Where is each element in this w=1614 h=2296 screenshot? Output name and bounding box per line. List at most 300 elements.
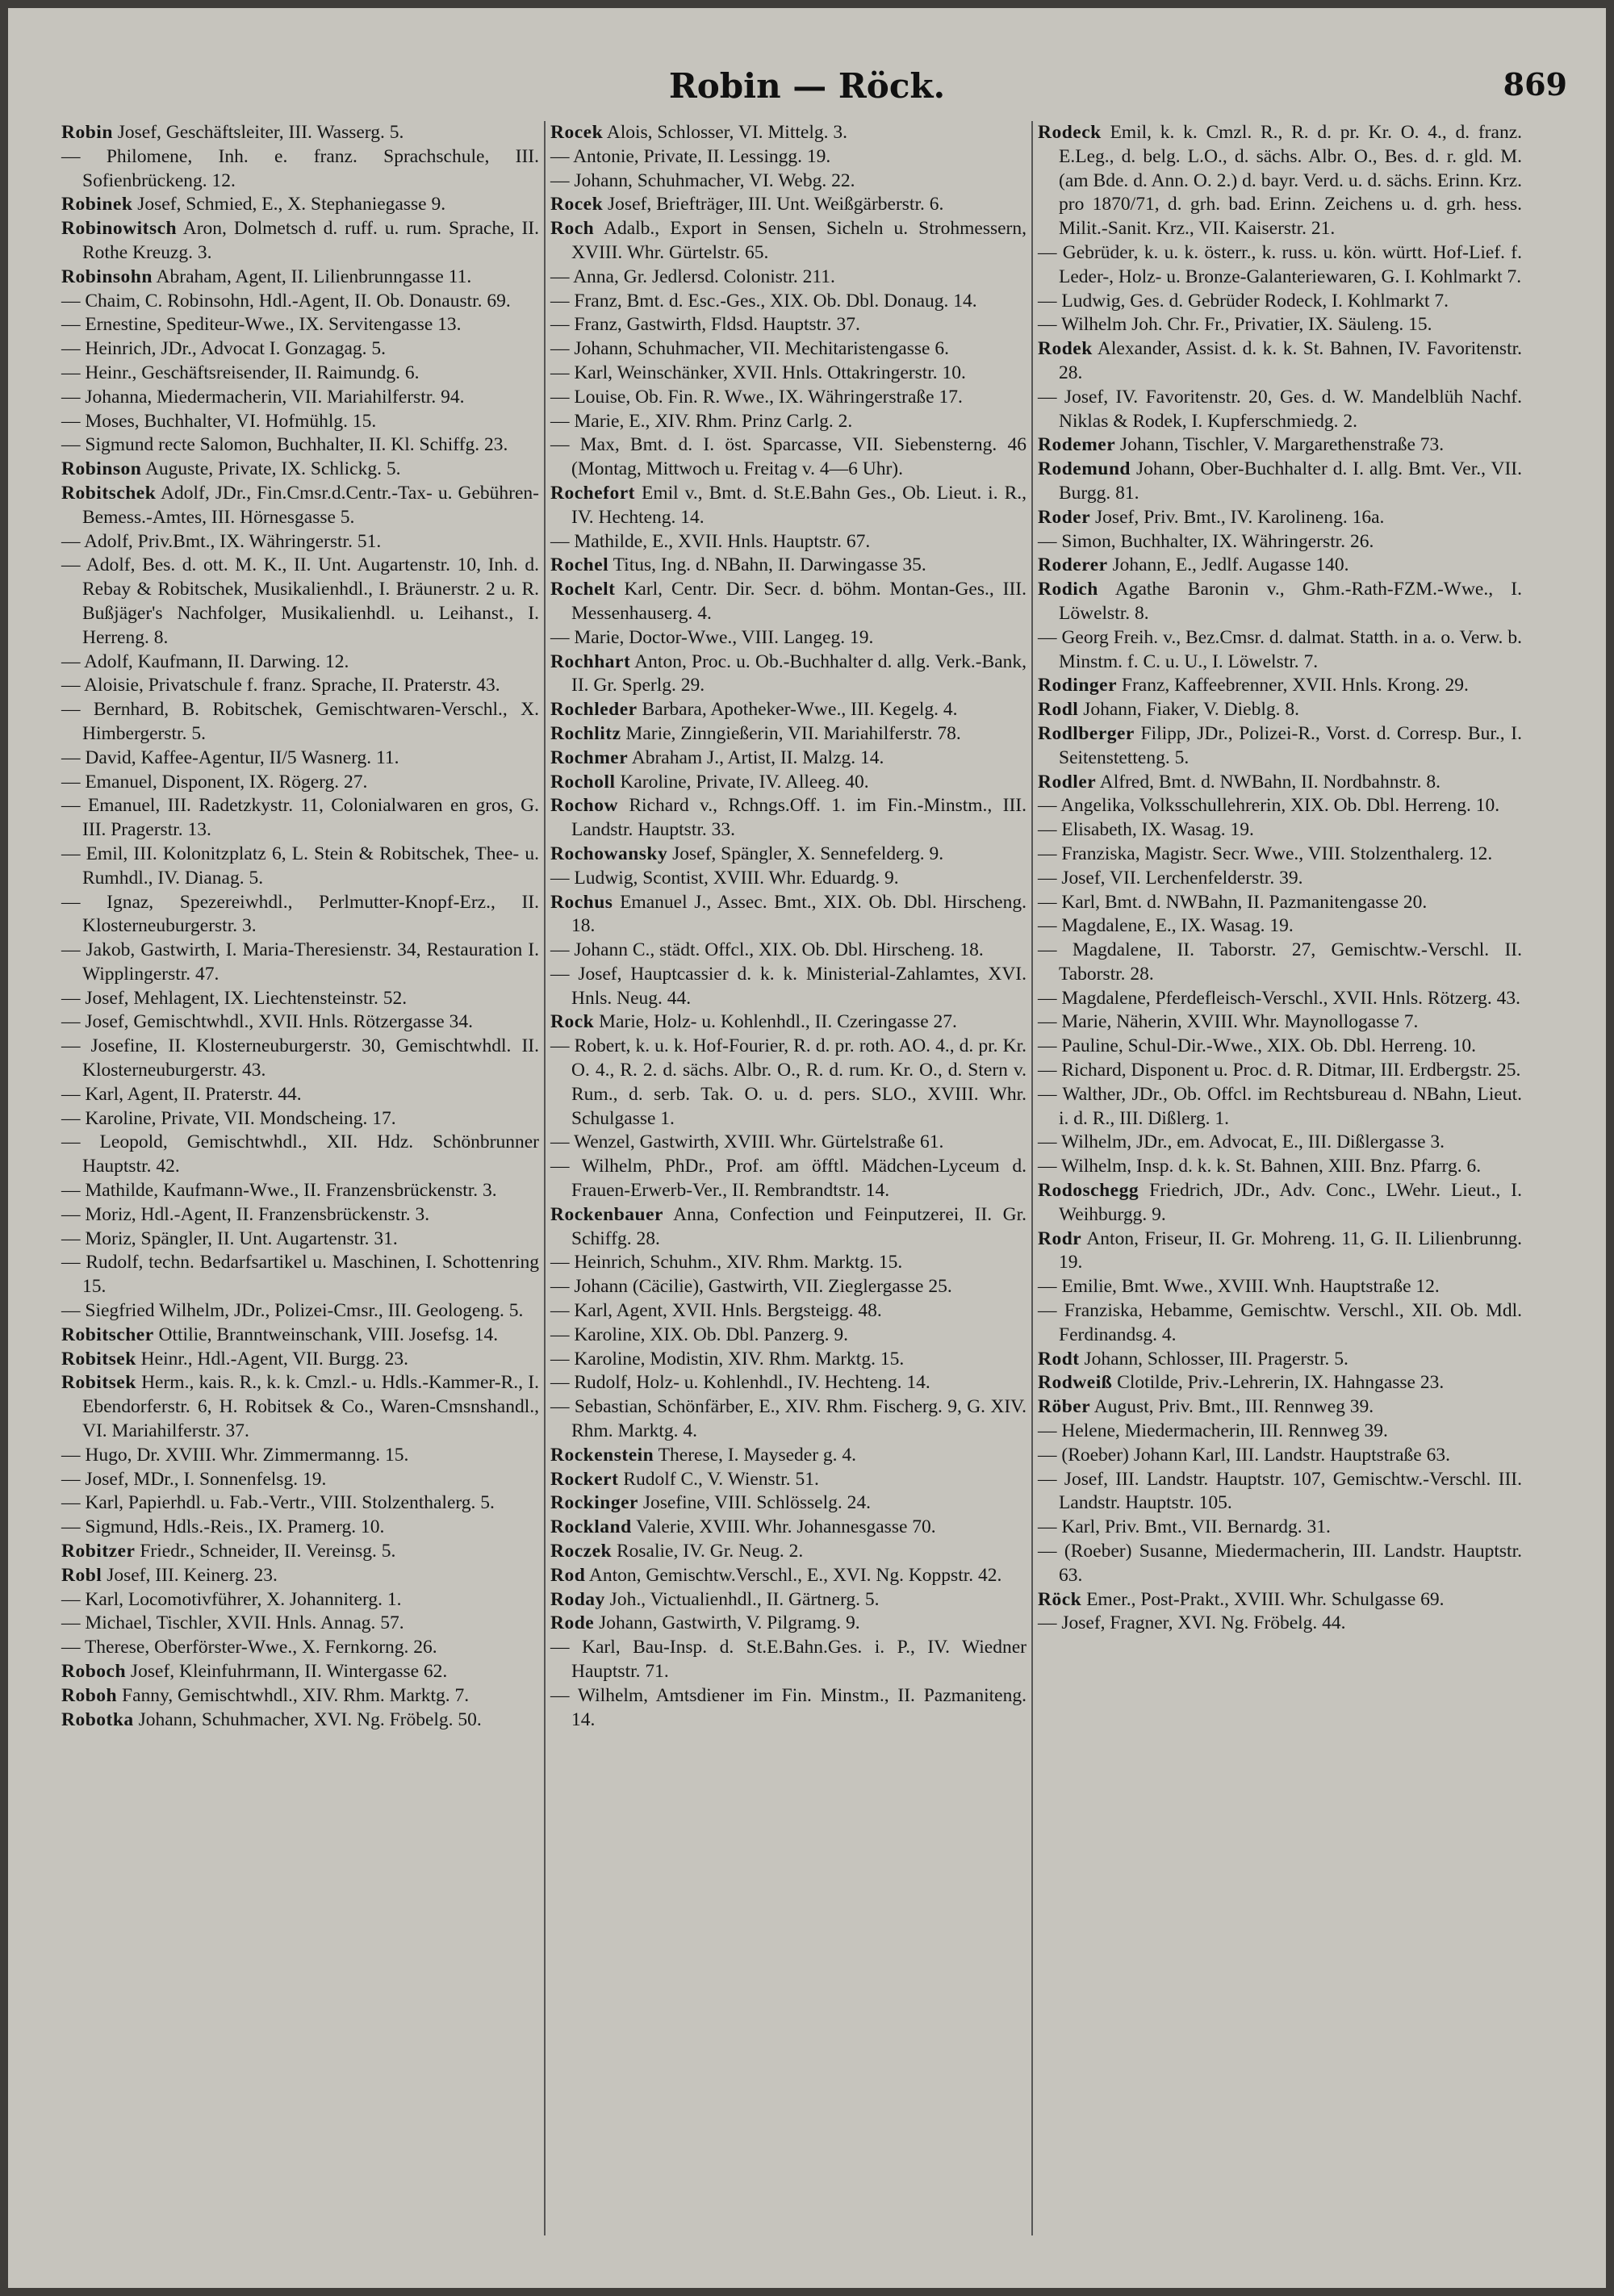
entry-surname: Rodinger: [1038, 675, 1117, 696]
entry-text: Josef, Kleinfuhrmann, II. Wintergasse 62.: [126, 1661, 448, 1682]
directory-entry: [1038, 1179, 1522, 1227]
directory-entry: [1038, 1275, 1522, 1299]
directory-entry: [1038, 1131, 1522, 1155]
entry-surname: Roczek: [550, 1541, 613, 1562]
entry-text: — Wilhelm Joh. Chr. Fr., Privatier, IX. Säuleng. 15.: [1038, 314, 1432, 336]
entry-text: — Moses, Buchhalter, VI. Hofmühlg. 15.: [61, 410, 377, 432]
entry-text: — Emanuel, III. Radetzkystr. 11, Colonialwaren en gros, G. III. Pragerstr. 13.: [61, 795, 539, 841]
entry-surname: Rochhart: [550, 650, 631, 672]
entry-text: — Emanuel, Disponent, IX. Rögerg. 27.: [61, 771, 368, 793]
directory-entry: [550, 386, 1027, 410]
directory-entry: [61, 1324, 539, 1348]
directory-entry: [550, 1491, 1027, 1516]
entry-surname: Roday: [550, 1588, 605, 1610]
directory-entry: [61, 1588, 539, 1612]
entry-text: — Adolf, Bes. d. ott. M. K., II. Unt. Augartenstr. 10, Inh. d. Rebay & Robitschek, Musikalienhdl., I. Bräunerstr. 2 u. R. Bußjäger's Nachfolger, Musikalienhdl. u. Leihanst., I. Herreng. 8.: [61, 554, 539, 648]
entry-text: — Mathilde, E., XVII. Hnls. Hauptstr. 67.: [550, 530, 871, 552]
entry-text: — Sigmund recte Salomon, Buchhalter, II. Kl. Schiffg. 23.: [61, 434, 508, 456]
directory-entry: [1038, 914, 1522, 939]
directory-entry: [61, 891, 539, 939]
directory-entry: [550, 1636, 1027, 1684]
directory-entry: [61, 217, 539, 266]
entry-text: Therese, I. Mayseder g. 4.: [654, 1444, 857, 1466]
directory-entry: [1038, 794, 1522, 818]
directory-entry: [1038, 1083, 1522, 1131]
directory-entry: [550, 747, 1027, 771]
entry-text: — Simon, Buchhalter, IX. Währingerstr. 26.: [1038, 530, 1374, 552]
entry-text: — Anna, Gr. Jedlersd. Colonistr. 211.: [550, 266, 835, 287]
entry-text: Valerie, XVIII. Whr. Johannesgasse 70.: [631, 1516, 936, 1538]
entry-text: — Max, Bmt. d. I. öst. Sparcasse, VII. Siebensterng. 46 (Montag, Mittwoch u. Freitag v. 4—6 Uhr).: [550, 434, 1027, 480]
directory-entry: [61, 1491, 539, 1516]
entry-surname: Rochefort: [550, 482, 635, 504]
entry-text: — Sebastian, Schönfärber, E., XIV. Rhm. Fischerg. 9, G. XIV. Rhm. Marktg. 4.: [550, 1396, 1027, 1442]
entry-text: — Johann, Schuhmacher, VI. Webg. 22.: [550, 169, 855, 191]
entry-text: — Magdalene, II. Taborstr. 27, Gemischtw.-Verschl. II. Taborstr. 28.: [1038, 939, 1522, 985]
directory-entry: [550, 554, 1027, 578]
entry-text: — Josefine, II. Klosterneuburgerstr. 30, Gemischtwhdl. II. Klosterneuburgerstr. 43.: [61, 1035, 539, 1081]
directory-entry: [61, 313, 539, 337]
directory-entry: [550, 290, 1027, 314]
directory-entry: [61, 1444, 539, 1468]
entry-text: — Marie, Näherin, XVIII. Whr. Maynollogasse 7.: [1038, 1011, 1419, 1033]
directory-entry: [550, 362, 1027, 386]
entry-text: — Ludwig, Scontist, XVIII. Whr. Eduardg. 9.: [550, 867, 899, 889]
entry-text: — Wilhelm, JDr., em. Advocat, E., III. Dißlergasse 3.: [1038, 1131, 1445, 1153]
directory-entry: [61, 1468, 539, 1492]
entry-text: — Rudolf, techn. Bedarfsartikel u. Maschinen, I. Schottenring 15.: [61, 1252, 539, 1298]
directory-entry: [61, 1564, 539, 1588]
directory-entry: [61, 1131, 539, 1179]
entry-text: — Karl, Weinschänker, XVII. Hnls. Ottakringerstr. 10.: [550, 362, 966, 383]
directory-entry: [550, 650, 1027, 699]
entry-text: — Adolf, Kaufmann, II. Darwing. 12.: [61, 650, 349, 672]
entry-text: — Josef, Hauptcassier d. k. k. Ministerial-Zahlamtes, XVI. Hnls. Neug. 44.: [550, 963, 1027, 1009]
directory-entry: [1038, 578, 1522, 626]
entry-surname: Robotka: [61, 1708, 134, 1730]
entry-text: Aron, Dolmetsch d. ruff. u. rum. Sprache, II. Rothe Kreuzg. 3.: [82, 218, 539, 263]
entry-text: Alexander, Assist. d. k. k. St. Bahnen, IV. Favoritenstr. 28.: [1059, 338, 1522, 383]
entry-text: — Antonie, Private, II. Lessingg. 19.: [550, 145, 831, 167]
entry-surname: Rochowansky: [550, 843, 668, 864]
entry-text: — Moriz, Hdl.-Agent, II. Franzensbrückenstr. 3.: [61, 1203, 430, 1225]
entry-text: — Ignaz, Spezereiwhdl., Perlmutter-Knopf-Erz., II. Klosterneuburgerstr. 3.: [61, 891, 539, 937]
entry-text: Auguste, Private, IX. Schlickg. 5.: [141, 458, 401, 480]
entry-text: — Adolf, Priv.Bmt., IX. Währingerstr. 51.: [61, 530, 382, 552]
directory-entry: [550, 1203, 1027, 1252]
entry-surname: Rocholl: [550, 771, 616, 793]
entry-text: Johann, Schuhmacher, XVI. Ng. Fröbelg. 50.: [133, 1708, 482, 1730]
entry-text: — Pauline, Schul-Dir.-Wwe., XIX. Ob. Dbl. Herreng. 10.: [1038, 1035, 1477, 1057]
entry-text: Filipp, JDr., Polizei-R., Vorst. d. Corresp. Bur., I. Seitenstetteng. 5.: [1059, 722, 1522, 768]
directory-entry: [61, 482, 539, 530]
directory-entry: [61, 193, 539, 217]
directory-entry: [1038, 506, 1522, 530]
directory-entry: [1038, 458, 1522, 506]
directory-entry: [61, 266, 539, 290]
entry-text: — Rudolf, Holz- u. Kohlenhdl., IV. Hechteng. 14.: [550, 1372, 930, 1394]
entry-text: — Emil, III. Kolonitzplatz 6, L. Stein & Robitschek, Thee- u. Rumhdl., IV. Dianag. 5.: [61, 843, 539, 889]
entry-text: — Josef, Mehlagent, IX. Liechtensteinstr. 52.: [61, 987, 408, 1009]
directory-entry: [1038, 722, 1522, 771]
entry-text: Karl, Centr. Dir. Secr. d. böhm. Montan-Ges., III. Messenhauserg. 4.: [571, 579, 1027, 624]
directory-entry: [550, 1155, 1027, 1203]
entry-text: — Marie, Doctor-Wwe., VIII. Langeg. 19.: [550, 626, 874, 648]
directory-entry: [550, 794, 1027, 843]
entry-text: Anton, Proc. u. Ob.-Buchhalter d. allg. Verk.-Bank, II. Gr. Sperlg. 29.: [571, 650, 1027, 696]
entry-text: — Emilie, Bmt. Wwe., XVIII. Wnh. Hauptstraße 12.: [1038, 1276, 1440, 1298]
directory-page: [8, 8, 1606, 2288]
directory-entry: [61, 410, 539, 434]
entry-text: — Sigmund, Hdls.-Reis., IX. Pramerg. 10.: [61, 1516, 385, 1538]
entry-text: — (Roeber) Susanne, Miedermacherin, III. Landstr. Hauptstr. 63.: [1038, 1541, 1522, 1586]
directory-entry: [550, 1395, 1027, 1444]
directory-entry: [550, 169, 1027, 194]
entry-text: — Siegfried Wilhelm, JDr., Polizei-Cmsr., III. Geologeng. 5.: [61, 1300, 524, 1322]
entry-text: Ottilie, Branntweinschank, VIII. Josefsg. 14.: [153, 1324, 499, 1345]
entry-text: — Elisabeth, IX. Wasag. 19.: [1038, 819, 1254, 841]
directory-entry: [1038, 1371, 1522, 1395]
directory-entry: [61, 1540, 539, 1564]
entry-text: Barbara, Apotheker-Wwe., III. Kegelg. 4.: [637, 699, 958, 721]
entry-text: Marie, Holz- u. Kohlenhdl., II. Czeringasse 27.: [594, 1011, 957, 1033]
directory-entry: [1038, 121, 1522, 241]
directory-column-3: [1038, 121, 1522, 1636]
directory-entry: [550, 843, 1027, 867]
directory-entry: [61, 1010, 539, 1035]
entry-surname: Rodek: [1038, 338, 1093, 360]
directory-entry: [550, 1010, 1027, 1035]
directory-entry: [550, 771, 1027, 795]
directory-entry: [550, 1299, 1027, 1324]
directory-entry: [61, 145, 539, 194]
entry-text: — Walther, JDr., Ob. Offcl. im Rechtsbureau d. NBahn, Lieut. i. d. R., III. Dißlerg. 1.: [1038, 1083, 1522, 1129]
directory-entry: [61, 337, 539, 362]
entry-text: Franz, Kaffeebrenner, XVII. Hnls. Krong. 29.: [1117, 675, 1469, 696]
entry-text: — Gebrüder, k. u. k. österr., k. russ. u. kön. württ. Hof-Lief. f. Leder-, Holz- u. Bronze-Galanteriewaren, G. I. Kohlmarkt 7.: [1038, 241, 1522, 287]
entry-text: Joh., Victualienhdl., II. Gärtnerg. 5.: [604, 1588, 880, 1610]
entry-text: August, Priv. Bmt., III. Rennweg 39.: [1090, 1396, 1374, 1418]
directory-entry: [550, 217, 1027, 266]
directory-entry: [550, 1251, 1027, 1275]
column-divider: [544, 121, 546, 2235]
entry-text: Josef, Briefträger, III. Unt. Weißgärberstr. 6.: [603, 194, 944, 215]
entry-surname: Rock: [550, 1011, 595, 1033]
entry-text: — Helene, Miedermacherin, III. Rennweg 39.: [1038, 1420, 1388, 1442]
entry-text: — Karoline, Private, VII. Mondscheing. 17.: [61, 1107, 396, 1129]
entry-surname: Roboch: [61, 1661, 127, 1682]
entry-text: — Karl, Papierhdl. u. Fab.-Vertr., VIII. Stolzenthalerg. 5.: [61, 1492, 495, 1514]
entry-text: — David, Kaffee-Agentur, II/5 Wasnerg. 11.: [61, 747, 399, 768]
entry-text: — Karl, Locomotivführer, X. Johanniterg. 1.: [61, 1588, 402, 1610]
directory-entry: [550, 1348, 1027, 1372]
directory-entry: [1038, 530, 1522, 554]
directory-entry: [550, 482, 1027, 530]
entry-surname: Rockland: [550, 1516, 632, 1538]
entry-surname: Robinek: [61, 194, 133, 215]
entry-text: Johann, Tischler, V. Margarethenstraße 73.: [1115, 434, 1445, 456]
entry-surname: Rodt: [1038, 1348, 1080, 1370]
directory-entry: [61, 747, 539, 771]
directory-entry: [1038, 1468, 1522, 1516]
entry-text: — Magdalene, E., IX. Wasag. 19.: [1038, 915, 1294, 937]
entry-text: Josef, III. Keinerg. 23.: [102, 1564, 278, 1586]
directory-entry: [1038, 1540, 1522, 1588]
entry-surname: Rodoschegg: [1038, 1180, 1139, 1202]
entry-text: — Karl, Agent, XVII. Hnls. Bergsteigg. 48.: [550, 1300, 882, 1322]
directory-entry: [1038, 1227, 1522, 1276]
entry-text: — Heinrich, JDr., Advocat I. Gonzagag. 5.: [61, 338, 387, 360]
directory-entry: [550, 1540, 1027, 1564]
entry-text: — Josef, MDr., I. Sonnenfelsg. 19.: [61, 1468, 327, 1490]
directory-entry: [61, 362, 539, 386]
directory-entry: [550, 1468, 1027, 1492]
directory-entry: [61, 698, 539, 747]
directory-entry: [61, 843, 539, 891]
directory-entry: [1038, 433, 1522, 458]
entry-text: — Ludwig, Ges. d. Gebrüder Rodeck, I. Kohlmarkt 7.: [1038, 290, 1449, 312]
entry-text: — Johann, Schuhmacher, VII. Mechitaristengasse 6.: [550, 338, 949, 360]
directory-entry: [550, 1131, 1027, 1155]
entry-text: — Heinr., Geschäftsreisender, II. Raimundg. 6.: [61, 362, 420, 383]
directory-entry: [61, 939, 539, 987]
entry-surname: Rodeck: [1038, 122, 1102, 143]
directory-entry: [1038, 1299, 1522, 1348]
entry-text: — Heinrich, Schuhm., XIV. Rhm. Marktg. 15.: [550, 1252, 903, 1273]
directory-entry: [550, 1588, 1027, 1612]
entry-text: — Franziska, Magistr. Secr. Wwe., VIII. Stolzenthalerg. 12.: [1038, 843, 1493, 864]
entry-surname: Roboh: [61, 1684, 118, 1706]
directory-entry: [550, 891, 1027, 939]
entry-text: Fanny, Gemischtwhdl., XIV. Rhm. Marktg. 7.: [117, 1684, 470, 1706]
directory-entry: [550, 121, 1027, 145]
entry-surname: Roder: [1038, 506, 1091, 528]
entry-text: Josef, Schmied, E., X. Stephaniegasse 9.: [132, 194, 446, 215]
directory-entry: [1038, 1155, 1522, 1179]
entry-surname: Rochow: [550, 795, 618, 817]
directory-entry: [61, 1516, 539, 1540]
directory-entry: [61, 987, 539, 1011]
directory-entry: [61, 458, 539, 482]
entry-text: Agathe Baronin v., Ghm.-Rath-FZM.-Wwe., I. Löwelstr. 8.: [1059, 579, 1522, 624]
directory-entry: [550, 963, 1027, 1011]
entry-text: — Josef, IV. Favoritenstr. 20, Ges. d. W. Mandelblüh Nachf. Niklas & Rodek, I. Kupferschmiedg. 2.: [1038, 386, 1522, 432]
entry-surname: Rocek: [550, 194, 604, 215]
entry-text: Abraham, Agent, II. Lilienbrunngasse 11.: [152, 266, 472, 287]
entry-text: — Wenzel, Gastwirth, XVIII. Whr. Gürtelstraße 61.: [550, 1131, 944, 1153]
directory-entry: [61, 554, 539, 650]
entry-surname: Rodl: [1038, 699, 1079, 721]
entry-surname: Rochleder: [550, 699, 638, 721]
entry-text: Josefine, VIII. Schlösselg. 24.: [638, 1492, 871, 1514]
entry-text: — Karl, Priv. Bmt., VII. Bernardg. 31.: [1038, 1516, 1331, 1538]
directory-entry: [1038, 843, 1522, 867]
entry-surname: Röber: [1038, 1396, 1091, 1418]
entry-text: Richard v., Rchngs.Off. 1. im Fin.-Minstm., III. Landstr. Hauptstr. 33.: [571, 795, 1027, 841]
directory-entry: [1038, 386, 1522, 434]
directory-entry: [1038, 313, 1522, 337]
directory-entry: [61, 771, 539, 795]
directory-entry: [1038, 290, 1522, 314]
entry-text: Emil v., Bmt. d. St.E.Bahn Ges., Ob. Lieut. i. R., IV. Hechteng. 14.: [571, 482, 1027, 528]
entry-text: Anton, Friseur, II. Gr. Mohreng. 11, G. II. Lilienbrunng. 19.: [1059, 1227, 1522, 1273]
entry-text: — Wilhelm, Insp. d. k. k. St. Bahnen, XIII. Bnz. Pfarrg. 6.: [1038, 1156, 1482, 1177]
directory-entry: [61, 1371, 539, 1443]
directory-entry: [1038, 1516, 1522, 1540]
entry-surname: Rockenstein: [550, 1444, 654, 1466]
entry-text: — Karl, Bau-Insp. d. St.E.Bahn.Ges. i. P., IV. Wiedner Hauptstr. 71.: [550, 1637, 1027, 1682]
directory-entry: [1038, 1059, 1522, 1083]
entry-surname: Roderer: [1038, 554, 1108, 576]
entry-text: — Georg Freih. v., Bez.Cmsr. d. dalmat. Statth. in a. o. Verw. b. Minstm. f. C. u. U., I. Löwelstr. 7.: [1038, 626, 1522, 672]
directory-entry: [61, 1251, 539, 1299]
entry-text: Emanuel J., Assec. Bmt., XIX. Ob. Dbl. Hirscheng. 18.: [571, 891, 1027, 937]
directory-entry: [1038, 1035, 1522, 1059]
entry-text: Friedrich, JDr., Adv. Conc., LWehr. Lieut., I. Weihburgg. 9.: [1059, 1180, 1522, 1225]
entry-text: Johann, Gastwirth, V. Pilgramg. 9.: [594, 1612, 860, 1634]
entry-text: — Karl, Bmt. d. NWBahn, II. Pazmanitengasse 20.: [1038, 891, 1428, 913]
entry-text: Johann, Fiaker, V. Dieblg. 8.: [1078, 699, 1299, 721]
directory-entry: [550, 867, 1027, 891]
directory-entry: [550, 313, 1027, 337]
entry-text: — Josef, Gemischtwhdl., XVII. Hnls. Rötzergasse 34.: [61, 1011, 473, 1033]
directory-entry: [550, 939, 1027, 963]
entry-surname: Röck: [1038, 1588, 1082, 1610]
directory-entry: [1038, 939, 1522, 987]
entry-text: — Robert, k. u. k. Hof-Fourier, R. d. pr. roth. AO. 4., d. pr. Kr. O. 4., R. 2. d. sächs. Albr. O., R. d. rum. Kr. O., d. Stern v. Rum., d. serb. Tak. O. u. d. pers. SLO., XVIII. Whr. Schulgasse 1.: [550, 1035, 1027, 1129]
directory-entry: [1038, 1010, 1522, 1035]
entry-text: — Marie, E., XIV. Rhm. Prinz Carlg. 2.: [550, 410, 853, 432]
entry-surname: Rochelt: [550, 579, 616, 600]
entry-surname: Rodlberger: [1038, 722, 1135, 744]
directory-entry: [550, 530, 1027, 554]
directory-entry: [61, 650, 539, 675]
directory-entry: [61, 794, 539, 843]
directory-entry: [61, 386, 539, 410]
directory-entry: [550, 1035, 1027, 1131]
entry-surname: Rockenbauer: [550, 1203, 663, 1225]
directory-entry: [550, 1444, 1027, 1468]
directory-entry: [61, 1660, 539, 1684]
directory-entry: [61, 1227, 539, 1252]
directory-entry: [550, 1324, 1027, 1348]
directory-entry: [550, 722, 1027, 747]
directory-entry: [1038, 867, 1522, 891]
directory-entry: [61, 121, 539, 145]
directory-entry: [550, 1612, 1027, 1636]
entry-text: — Magdalene, Pferdefleisch-Verschl., XVII. Hnls. Rötzerg. 43.: [1038, 987, 1520, 1009]
entry-surname: Rodich: [1038, 579, 1098, 600]
entry-text: Titus, Ing. d. NBahn, II. Darwingasse 35.: [608, 554, 926, 576]
directory-entry: [550, 337, 1027, 362]
entry-surname: Robitsek: [61, 1348, 136, 1370]
entry-text: Rudolf C., V. Wienstr. 51.: [618, 1468, 819, 1490]
directory-entry: [61, 290, 539, 314]
entry-text: — Karoline, Modistin, XIV. Rhm. Marktg. 15.: [550, 1348, 905, 1370]
directory-entry: [61, 433, 539, 458]
entry-surname: Rodemund: [1038, 458, 1131, 480]
directory-entry: [550, 145, 1027, 169]
entry-text: Emer., Post-Prakt., XVIII. Whr. Schulgasse 69.: [1081, 1588, 1445, 1610]
entry-text: — Wilhelm, PhDr., Prof. am öfftl. Mädchen-Lyceum d. Frauen-Erwerb-Ver., II. Rembrandtstr. 14.: [550, 1156, 1027, 1202]
entry-text: — Therese, Oberförster-Wwe., X. Fernkorng. 26.: [61, 1637, 437, 1658]
directory-entry: [61, 1708, 539, 1733]
entry-surname: Rochlitz: [550, 722, 621, 744]
directory-entry: [61, 1107, 539, 1131]
entry-surname: Rod: [550, 1564, 586, 1586]
entry-text: Emil, k. k. Cmzl. R., R. d. pr. Kr. O. 4., d. franz. E.Leg., d. belg. L.O., d. sächs. Albr. O., Bes. d. r. gld. M. (am Bde. d. Ann. O. 2.) d. bayr. Verd. u. d. sächs. Erinn. Krz. pro 1870/71, d. grh. bad. Erinn. Zeichens u. d. grh. hess. Milit.-Sanit. Krz., VII. Kaiserstr. 21.: [1059, 122, 1522, 240]
entry-surname: Rocek: [550, 122, 604, 143]
entry-text: — Louise, Ob. Fin. R. Wwe., IX. Währingerstraße 17.: [550, 386, 963, 408]
entry-text: Adolf, JDr., Fin.Cmsr.d.Centr.-Tax- u. Gebühren-Bemess.-Amtes, III. Hörnesgasse 5.: [82, 482, 539, 528]
entry-text: Heinr., Hdl.-Agent, VII. Burgg. 23.: [136, 1348, 409, 1370]
directory-entry: [1038, 1444, 1522, 1468]
directory-entry: [1038, 1420, 1522, 1444]
entry-text: Alois, Schlosser, VI. Mittelg. 3.: [603, 122, 847, 143]
directory-entry: [550, 410, 1027, 434]
entry-text: Josef, Geschäftsleiter, III. Wasserg. 5.: [112, 122, 404, 143]
entry-text: — Chaim, C. Robinsohn, Hdl.-Agent, II. Ob. Donaustr. 69.: [61, 290, 511, 312]
entry-surname: Robinson: [61, 458, 142, 480]
entry-text: Clotilde, Priv.-Lehrerin, IX. Hahngasse 23.: [1112, 1372, 1445, 1394]
directory-entry: [550, 1516, 1027, 1540]
entry-text: — Johanna, Miedermacherin, VII. Mariahilferstr. 94.: [61, 386, 465, 408]
entry-surname: Robitsek: [61, 1372, 136, 1394]
directory-entry: [1038, 818, 1522, 843]
entry-surname: Rodemer: [1038, 434, 1116, 456]
page-title: Robin — Röck.: [668, 66, 946, 106]
directory-entry: [550, 1275, 1027, 1299]
directory-column-1: [61, 121, 539, 1732]
directory-entry: [61, 1636, 539, 1660]
directory-entry: [1038, 626, 1522, 675]
entry-text: — Angelika, Volksschullehrerin, XIX. Ob. Dbl. Herreng. 10.: [1038, 795, 1500, 817]
entry-text: Anna, Confection und Feinputzerei, II. Gr. Schiffg. 28.: [571, 1203, 1027, 1249]
entry-text: — Josef, III. Landstr. Hauptstr. 107, Gemischtw.-Verschl. III. Landstr. Hauptstr. 105.: [1038, 1468, 1522, 1514]
directory-entry: [550, 1684, 1027, 1733]
entry-text: Abraham J., Artist, II. Malzg. 14.: [628, 747, 884, 768]
directory-entry: [550, 433, 1027, 482]
directory-column-2: [550, 121, 1027, 1732]
entry-text: — Richard, Disponent u. Proc. d. R. Ditmar, III. Erdbergstr. 25.: [1038, 1060, 1521, 1081]
directory-entry: [1038, 554, 1522, 578]
entry-text: Friedr., Schneider, II. Vereinsg. 5.: [135, 1541, 396, 1562]
entry-text: — Jakob, Gastwirth, I. Maria-Theresienstr. 34, Restauration I. Wipplingerstr. 47.: [61, 939, 539, 985]
column-divider: [1031, 121, 1033, 2235]
entry-surname: Robinowitsch: [61, 218, 178, 240]
entry-text: — Mathilde, Kaufmann-Wwe., II. Franzensbrückenstr. 3.: [61, 1180, 497, 1202]
entry-text: — Johann C., städt. Offcl., XIX. Ob. Dbl. Hirscheng. 18.: [550, 939, 984, 961]
directory-entry: [61, 1035, 539, 1083]
entry-text: Josef, Priv. Bmt., IV. Karolineng. 16a.: [1090, 506, 1385, 528]
entry-surname: Rodr: [1038, 1227, 1082, 1249]
entry-text: — Philomene, Inh. e. franz. Sprachschule, III. Sofienbrückeng. 12.: [61, 145, 539, 191]
entry-text: — Franz, Gastwirth, Fldsd. Hauptstr. 37.: [550, 314, 860, 336]
directory-entry: [550, 698, 1027, 722]
directory-entry: [1038, 698, 1522, 722]
entry-surname: Rochus: [550, 891, 613, 913]
entry-surname: Rockert: [550, 1468, 619, 1490]
directory-entry: [550, 626, 1027, 650]
entry-text: Josef, Spängler, X. Sennefelderg. 9.: [667, 843, 944, 864]
entry-text: — Franziska, Hebamme, Gemischtw. Verschl., XII. Ob. Mdl. Ferdinandsg. 4.: [1038, 1300, 1522, 1345]
entry-text: — Ernestine, Spediteur-Wwe., IX. Servitengasse 13.: [61, 314, 462, 336]
directory-entry: [61, 1684, 539, 1708]
entry-text: — Hugo, Dr. XVIII. Whr. Zimmermanng. 15.: [61, 1444, 409, 1466]
directory-entry: [61, 1203, 539, 1227]
entry-text: — Moriz, Spängler, II. Unt. Augartenstr. 31.: [61, 1227, 398, 1249]
entry-text: — Karl, Agent, II. Praterstr. 44.: [61, 1083, 302, 1105]
